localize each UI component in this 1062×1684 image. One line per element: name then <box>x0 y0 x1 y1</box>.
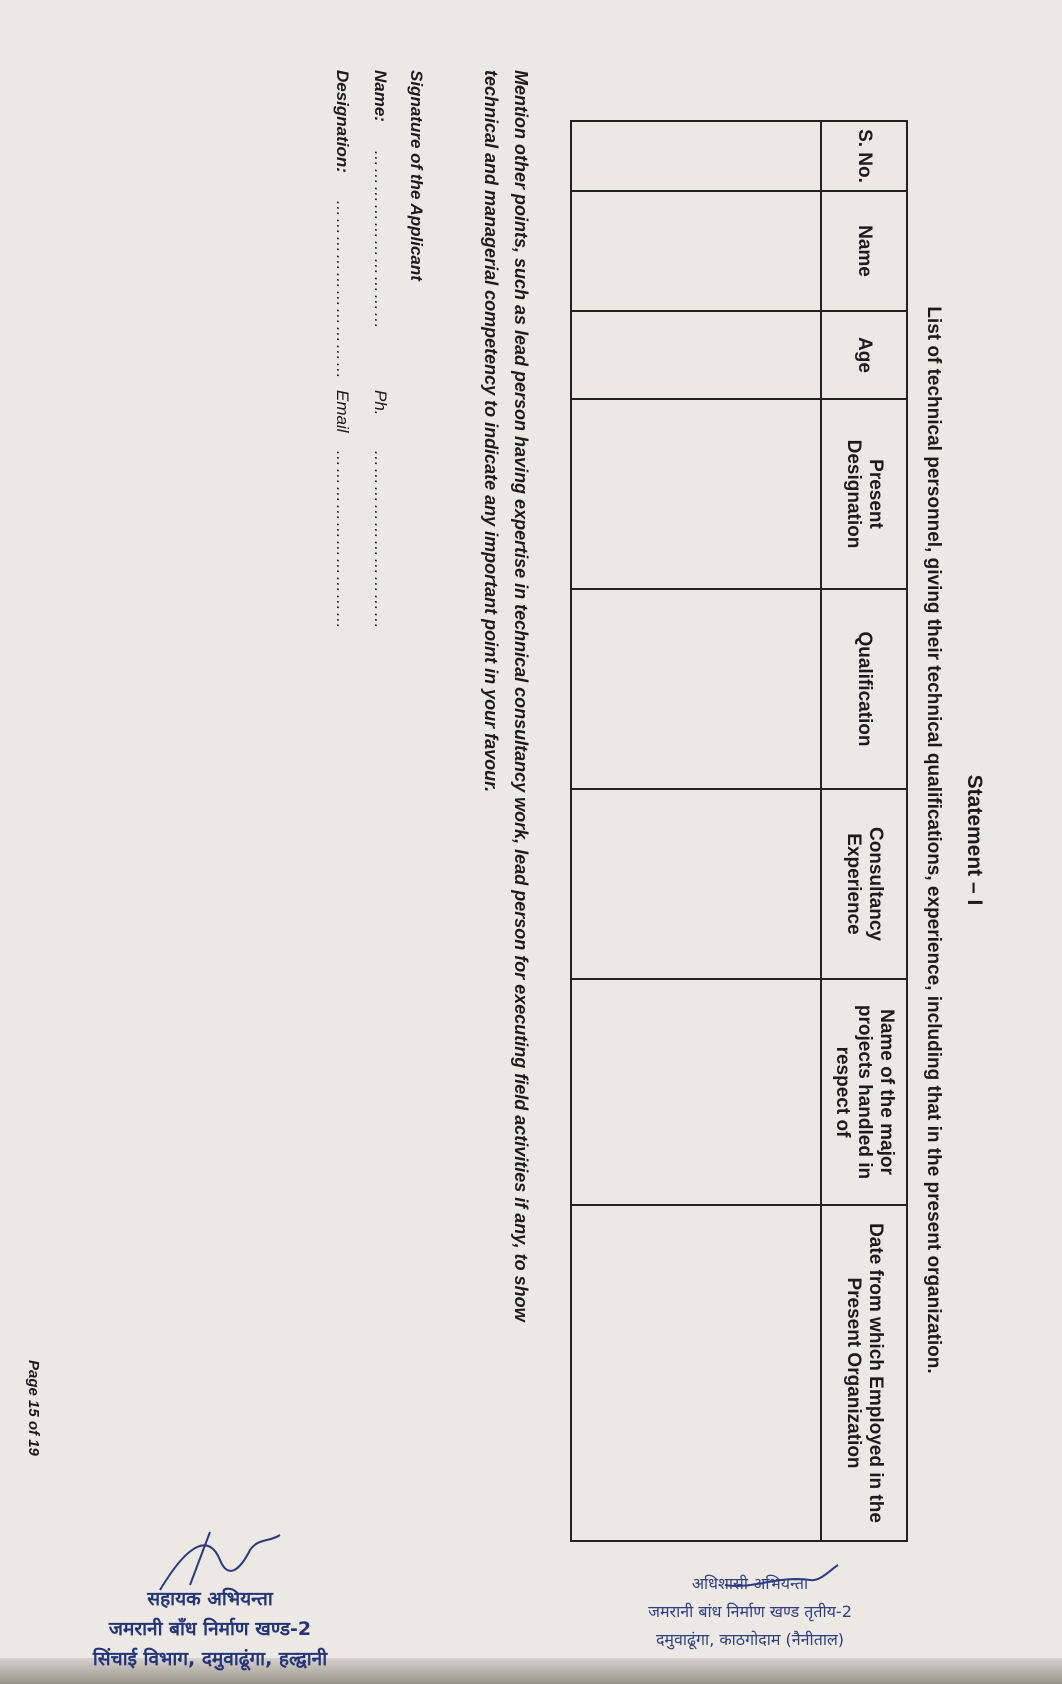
phone-label: Ph. <box>371 390 390 416</box>
name-label: Name: <box>371 70 390 122</box>
stamp-left-line-2: जमरानी बाँध निर्माण खण्ड-2 <box>108 1618 312 1640</box>
note-line-2: technical and managerial competency to indicate any important point in your favour. <box>481 70 501 793</box>
table-cell <box>571 191 821 311</box>
instruction-note <box>476 70 536 1490</box>
column-header: Age <box>821 311 907 399</box>
rotated-page <box>20 20 1020 1660</box>
table-cell <box>571 979 821 1205</box>
stamp-left-line-3: सिंचाई विभाग, दमुवाढूंगा, हल्द्वानी <box>92 1648 328 1670</box>
designation-row <box>332 70 352 650</box>
table-header-row <box>821 121 907 1541</box>
table-cell <box>571 789 821 979</box>
stamp-right-line-3: दमुवाढूंगा, काठगोदाम (नैनीताल) <box>655 1630 845 1649</box>
stamp-right-line-2: जमरानी बांध निर्माण खण्ड तृतीय-2 <box>648 1602 852 1621</box>
table-cell <box>571 399 821 589</box>
designation-label: Designation: <box>333 70 352 173</box>
designation-field-dots: ………………………… <box>333 200 352 380</box>
column-header: Present Designation <box>821 399 907 589</box>
email-field-dots: ………………………… <box>333 450 352 630</box>
column-header: Name <box>821 191 907 311</box>
column-header: Date from which Employed in the Present Organization <box>821 1205 907 1541</box>
signature-label: Signature of the Applicant <box>407 70 426 281</box>
personnel-table <box>570 120 908 1542</box>
assistant-engineer-stamp <box>40 1584 380 1674</box>
table-cell <box>571 1205 821 1541</box>
table-row <box>571 121 821 1541</box>
table-cell <box>571 311 821 399</box>
table-cell <box>571 121 821 191</box>
column-header: Qualification <box>821 589 907 789</box>
email-label: Email <box>333 390 352 433</box>
column-header: Name of the major projects handled in respect of <box>821 979 907 1205</box>
statement-heading: Statement – I <box>963 774 986 906</box>
column-header: S. No. <box>821 121 907 191</box>
column-header: Consultancy Experience <box>821 789 907 979</box>
table-cell <box>571 589 821 789</box>
executive-engineer-stamp <box>600 1570 900 1654</box>
note-line-1: Mention other points, such as lead person having expertise in technical consultancy work, lead person for executing field activities if any, to show <box>511 70 531 1322</box>
phone-field-dots: ………………………… <box>371 450 390 630</box>
name-row <box>370 70 390 650</box>
name-field-dots: ………………………… <box>371 150 390 330</box>
page-number: Page 15 of 19 <box>25 1360 42 1456</box>
stamp-left-line-1: सहायक अभियन्ता <box>147 1588 273 1610</box>
stamp-right-line-1: अधिशासी अभियन्ता <box>691 1574 809 1593</box>
statement-subtitle: List of technical personnel, giving their technical qualifications, experience, including that in the present organization. <box>923 306 944 1374</box>
